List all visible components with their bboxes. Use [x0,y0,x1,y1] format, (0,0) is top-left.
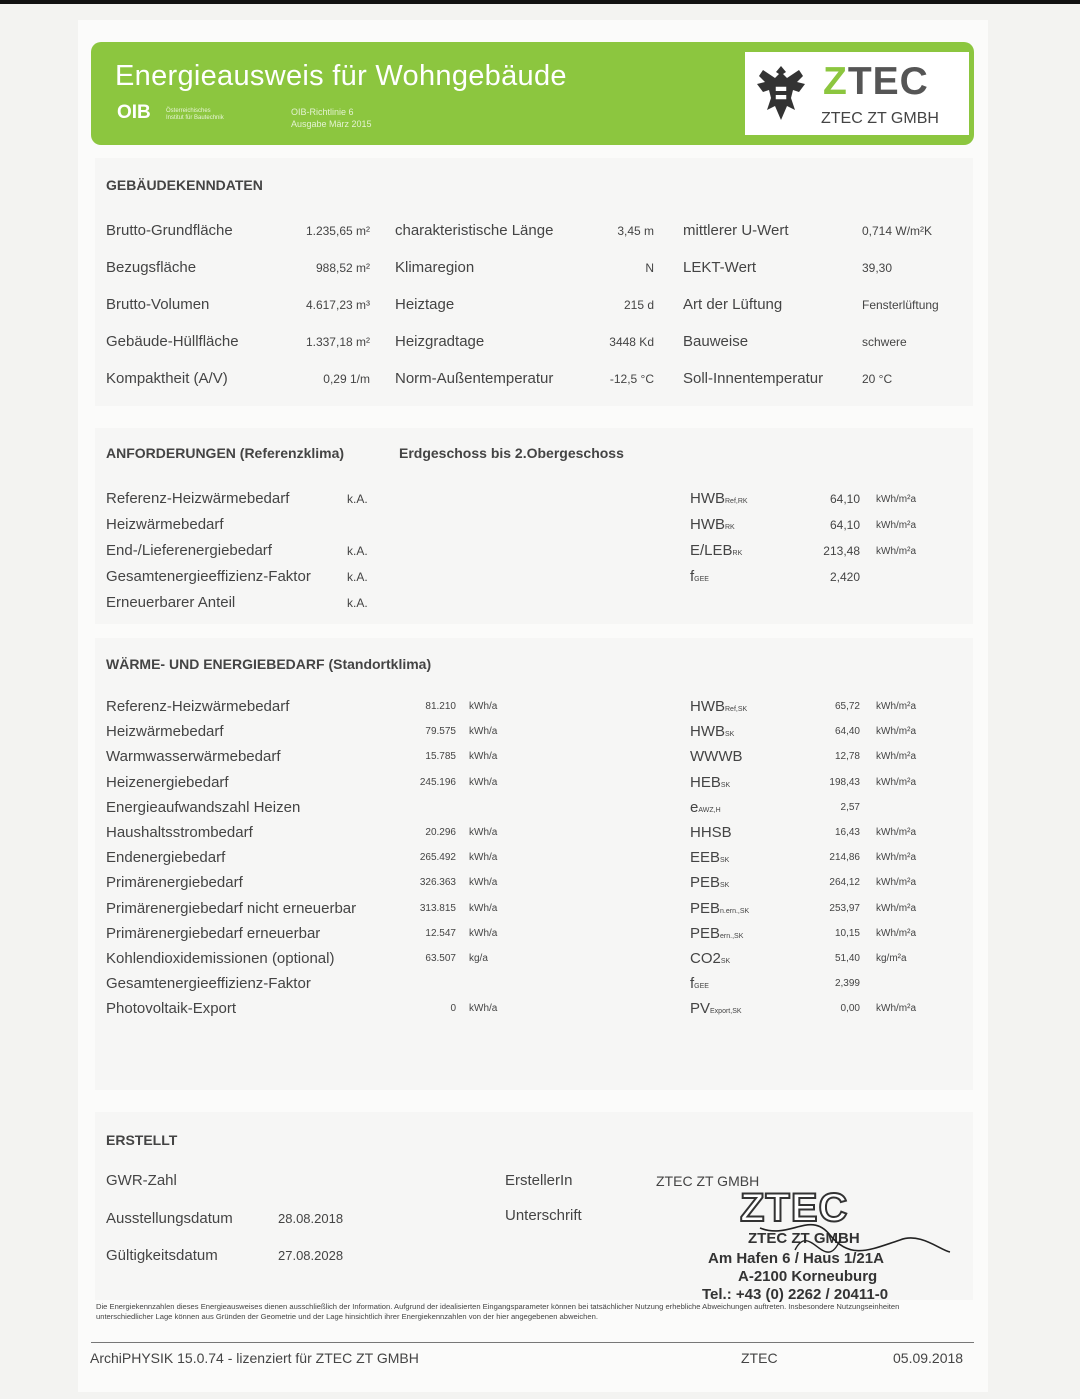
waerme-value-b: 10,15 [834,927,860,939]
waerme-value-b: 16,43 [834,827,860,838]
waerme-symbol: HEBSK [690,773,731,791]
waerme-unit-b: kWh/m²a [876,852,916,864]
waerme-unit-b: kWh/m²a [876,776,916,788]
waerme-symbol: PEBn.ern.,SK [690,899,750,917]
gebaeude-label: Norm-Außentemperatur [395,370,554,387]
waerme-unit-a: kWh/a [469,902,498,914]
waerme-value-a: 265.492 [419,852,456,864]
waerme-unit-b: kWh/m²a [876,927,916,939]
waerme-label: Heizwärmebedarf [106,723,224,741]
gebaeude-title: GEBÄUDEKENNDATEN [106,177,263,193]
anforderungen-ka: k.A. [347,544,368,558]
gebaeude-value: 1.337,18 m² [305,335,370,349]
waerme-label: Haushaltsstrombedarf [106,824,253,841]
waerme-unit-a: kWh/a [469,852,498,864]
company-stamp [700,1180,960,1310]
waerme-symbol: fGEE [690,975,709,993]
gebaeude-label: LEKT-Wert [683,259,757,276]
gebaeude-label: charakteristische Länge [395,222,554,239]
guideline-line-2: Ausgabe März 2015 [291,119,372,129]
disclaimer-text: Die Energiekennzahlen dieses Energieausweises dienen ausschließlich der Information. Aufgrund der idealisierten Eingangsparameter können bei tatsächlicher Nutzung erhebliche Abweichungen auftreten. Insbesondere Nutzungseinheiten unterschiedlicher Lage können aus Gründen der Geometrie und der Lage hinsichtlich ihrer Energiekennzahlen von der hier angegebenen abweichen. [96,1302,900,1321]
footer-date: 05.09.2018 [893,1350,964,1366]
waerme-value-b: 12,78 [834,751,860,763]
ztec-logo-subtitle: ZTEC ZT GMBH [821,110,939,127]
waerme-value-b: 64,40 [834,726,860,738]
anforderungen-label: Erneuerbarer Anteil [106,594,236,611]
waerme-unit-a: kWh/a [469,701,498,712]
anforderungen-ka: k.A. [347,596,368,610]
gebaeude-label: Bezugsfläche [106,259,197,276]
waerme-unit-b: kWh/m²a [876,751,916,763]
waerme-value-a: 15.785 [425,751,456,763]
ausstellungsdatum-value: 28.08.2018 [278,1211,344,1226]
gebaeude-value: Fensterlüftung [862,298,939,312]
gebaeude-label: Klimaregion [395,259,475,276]
waerme-value-b: 51,40 [834,953,860,964]
anforderungen-unit: kWh/m²a [876,520,916,531]
anforderungen-value: 64,10 [829,492,860,506]
anforderungen-symbol: HWBRK [690,516,735,533]
waerme-symbol: HWBRef,SK [690,698,748,715]
waerme-unit-a: kWh/a [469,927,498,939]
ausstellungsdatum-label: Ausstellungsdatum [106,1210,233,1227]
waerme-unit-a: kg/a [469,953,488,964]
anforderungen-value: 2,420 [829,570,860,584]
gebaeude-label: Brutto-Grundfläche [106,222,233,239]
signature-scribble [700,1180,960,1310]
waerme-label: Referenz-Heizwärmebedarf [106,698,290,715]
waerme-unit-b: kg/m²a [876,953,907,964]
anforderungen-value: 213,48 [823,544,860,558]
gebaeude-value: 4.617,23 m³ [305,298,370,312]
waerme-label: Primärenergiebedarf erneuerbar [106,924,321,942]
gebaeude-value: 0,29 1/m [323,372,370,386]
gebaeude-value: N [645,261,654,275]
stamp-line-1: ZTEC ZT GMBH [748,1230,860,1247]
waerme-value-a: 313.815 [419,902,456,914]
anforderungen-symbol: fGEE [690,568,709,585]
waerme-symbol: eAWZ,H [690,798,721,816]
waerme-value-a: 63.507 [425,953,456,964]
stamp-line-2: Am Hafen 6 / Haus 1/21A [708,1250,884,1267]
waerme-unit-b: kWh/m²a [876,701,916,712]
waerme-title: WÄRME- UND ENERGIEBEDARF (Standortklima) [106,656,432,672]
gebaeude-label: Art der Lüftung [683,296,783,313]
anforderungen-ka: k.A. [347,570,368,584]
footer-divider [91,1342,974,1343]
guideline-line-1: OIB-Richtlinie 6 [291,107,354,117]
waerme-unit-b: kWh/m²a [876,1003,916,1015]
gebaeude-label: Heizgradtage [395,333,485,350]
waerme-symbol: HHSB [690,824,732,841]
anforderungen-value: 64,10 [829,518,860,532]
guideline-info [291,106,372,130]
gebaeude-value: 1.235,65 m² [305,224,370,238]
oib-logo-caption: Österreichisches Institut für Bautechnik [166,108,224,121]
waerme-symbol: PEBSK [690,874,730,892]
waerme-value-b: 65,72 [834,701,860,712]
waerme-value-a: 81.210 [425,701,456,712]
waerme-label: Energieaufwandszahl Heizen [106,798,301,816]
gwr-label: GWR-Zahl [106,1172,177,1189]
anforderungen-symbol: HWBRef,RK [690,490,748,507]
waerme-value-b: 264,12 [829,877,860,889]
footer-company: ZTEC [741,1350,778,1366]
anforderungen-unit: kWh/m²a [876,494,916,505]
stamp-line-3: A-2100 Korneuburg [738,1268,878,1285]
waerme-label: Kohlendioxidemissionen (optional) [106,950,335,967]
gebaeude-label: mittlerer U-Wert [683,222,789,239]
waerme-label: Endenergiebedarf [106,849,226,867]
waerme-symbol: HWBSK [690,723,735,741]
stamp-line-4: Tel.: +43 (0) 2262 / 20411-0 [702,1286,889,1303]
waerme-value-a: 245.196 [419,776,456,788]
document-title: Energieausweis für Wohngebäude [115,60,567,92]
waerme-value-b: 253,97 [829,902,860,914]
waerme-unit-a: kWh/a [469,726,498,738]
waerme-value-b: 214,86 [829,852,860,864]
anforderungen-label: Referenz-Heizwärmebedarf [106,490,290,507]
gebaeude-label: Bauweise [683,333,749,350]
waerme-label: Heizenergiebedarf [106,773,229,791]
ersteller-value: ZTEC ZT GMBH [656,1173,760,1189]
document-header [91,42,974,145]
gebaeude-panel [95,158,973,406]
waerme-value-a: 326.363 [419,877,456,889]
waerme-unit-b: kWh/m²a [876,877,916,889]
screen-top-bar [0,0,1080,4]
waerme-unit-a: kWh/a [469,877,498,889]
waerme-unit-a: kWh/a [469,827,498,838]
gebaeude-value: 3,45 m [617,224,654,238]
gebaeude-value: -12,5 °C [609,372,654,386]
gebaeude-label: Soll-Innentemperatur [683,370,824,387]
waerme-value-a: 79.575 [425,726,456,738]
gebaeude-label: Gebäude-Hüllfläche [106,333,239,350]
waerme-label: Warmwasserwärmebedarf [106,748,281,766]
footer-software: ArchiPHYSIK 15.0.74 - lizenziert für ZTEC ZT GMBH [90,1350,419,1366]
gebaeude-value: 20 °C [862,372,893,386]
gebaeude-value: 0,714 W/m²K [862,224,933,238]
ersteller-label: ErstellerIn [505,1172,573,1189]
anforderungen-subtitle: Erdgeschoss bis 2.Obergeschoss [399,445,624,461]
waerme-unit-a: kWh/a [469,776,498,788]
waerme-symbol: EEBSK [690,849,730,867]
ztec-logo-text: ZTEC [823,60,929,103]
waerme-symbol: PEBern.,SK [690,924,744,942]
waerme-unit-b: kWh/m²a [876,827,916,838]
ztec-logo-box [745,52,969,135]
anforderungen-label: Heizwärmebedarf [106,516,224,533]
gueltigkeitsdatum-label: Gültigkeitsdatum [106,1247,218,1264]
waerme-value-b: 198,43 [829,776,860,788]
waerme-label: Primärenergiebedarf nicht erneuerbar [106,899,357,917]
gebaeude-value: schwere [862,335,907,349]
gebaeude-value: 39,30 [862,261,893,275]
waerme-value-a: 0 [450,1003,456,1015]
waerme-label: Gesamtenergieeffizienz-Faktor [106,975,311,993]
gebaeude-label: Kompaktheit (A/V) [106,370,228,387]
oib-logo: OIB [117,102,151,123]
waerme-unit-a: kWh/a [469,1003,498,1015]
waerme-value-a: 20.296 [425,827,456,838]
waerme-value-b: 2,399 [834,978,860,990]
anforderungen-symbol: E/LEBRK [690,542,743,559]
anforderungen-title: ANFORDERUNGEN (Referenzklima) [106,445,345,461]
anforderungen-unit: kWh/m²a [876,546,916,557]
anforderungen-label: Gesamtenergieeffizienz-Faktor [106,568,311,585]
austrian-eagle-icon [753,62,809,124]
anforderungen-ka: k.A. [347,492,368,506]
waerme-label: Photovoltaik-Export [106,1000,237,1018]
gebaeude-label: Heiztage [395,296,455,313]
gebaeude-value: 215 d [623,298,654,312]
gebaeude-value: 3448 Kd [609,335,654,349]
waerme-symbol: WWWB [690,748,743,766]
waerme-unit-b: kWh/m²a [876,726,916,738]
waerme-value-b: 0,00 [840,1003,860,1015]
waerme-value-b: 2,57 [840,801,860,813]
unterschrift-label: Unterschrift [505,1207,582,1224]
waerme-unit-b: kWh/m²a [876,902,916,914]
gebaeude-label: Brutto-Volumen [106,296,210,313]
anforderungen-label: End-/Lieferenergiebedarf [106,542,272,559]
waerme-label: Primärenergiebedarf [106,874,243,892]
erstellt-title: ERSTELLT [106,1132,178,1148]
waerme-unit-a: kWh/a [469,751,498,763]
waerme-value-a: 12.547 [425,927,456,939]
waerme-symbol: PVExport,SK [690,1000,742,1018]
waerme-symbol: CO2SK [690,950,731,967]
gueltigkeitsdatum-value: 27.08.2028 [278,1248,344,1263]
gebaeude-value: 988,52 m² [315,261,370,275]
stamp-logo: ZTEC [740,1186,849,1230]
